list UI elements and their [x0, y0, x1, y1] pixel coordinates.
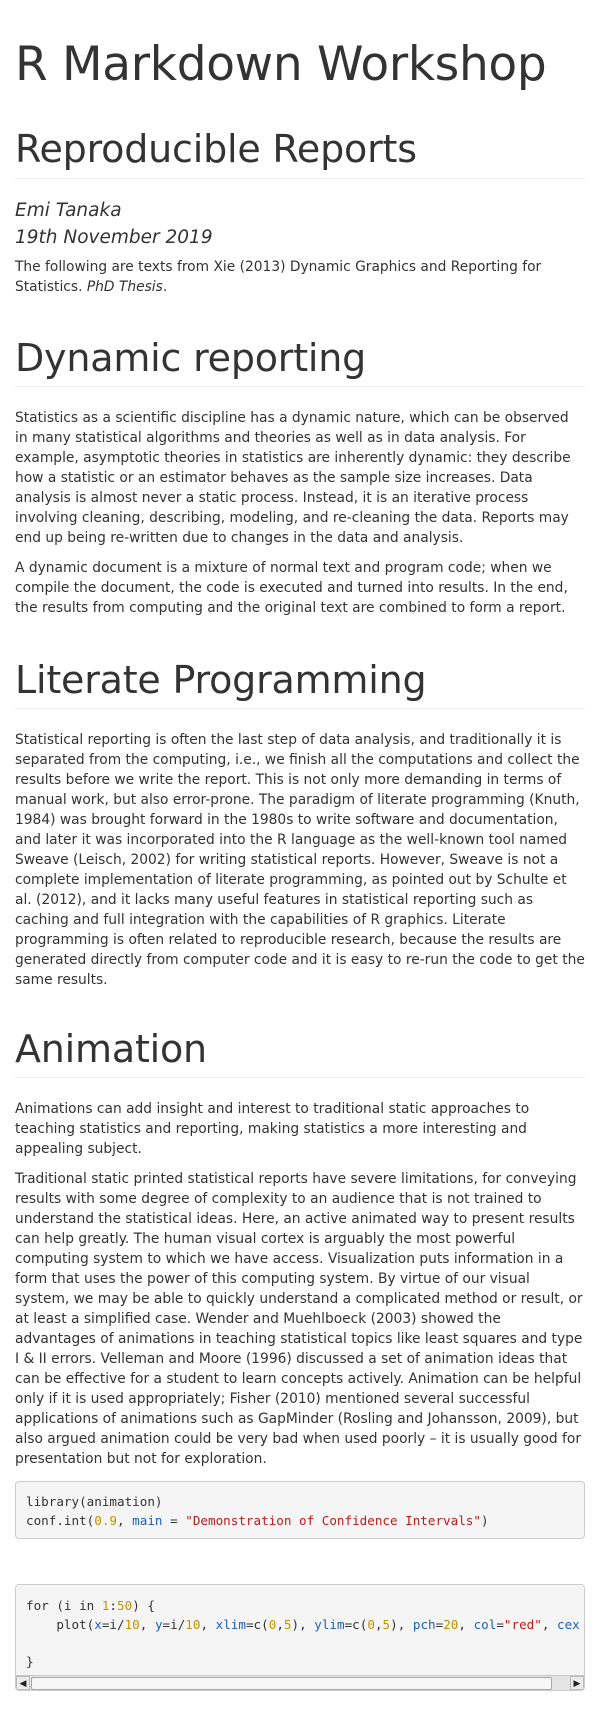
code-token: =	[496, 1616, 504, 1632]
code-argument: main	[132, 1512, 163, 1528]
scroll-left-icon[interactable]: ◀	[16, 1676, 30, 1690]
paragraph: Traditional static printed statistical reports have severe limitations, for conveying results with some degree of complexity to an audience that is not trained to understand the statistical ideas. Here, an active animated way to present results can help greatly. The human visual cortex is arguably the most powerful computing system to which we have access. Visualization puts information in a form that uses the power of this computing system. By virtue of our visual system, we may be able to quickly understand a complicated method or result, or at least a simplified case. Wender and Muehlboeck (2003) showed the advantages of animations in teaching statistical topics like least squares and type I & II errors. Velleman and Moore (1996) discussed a set of animation ideas that can be effective for a student to learn concepts actively. Animation can be helpful only if it is used appropriately; Fisher (2010) mentioned several successful applications of animations such as GapMinder (Rosling and Johansson, 2009), but also argued animation could be very bad when used poorly – it is usually good for presentation but not for exploration.	[15, 1171, 583, 1467]
section-animation	[15, 1026, 585, 1691]
code-argument: pch	[412, 1616, 436, 1632]
code-number: 50	[117, 1598, 133, 1613]
intro-paragraph	[15, 257, 585, 297]
author: Emi Tanaka	[15, 200, 122, 221]
paragraph: A dynamic document is a mixture of normal text and program code; when we compile the document, the code is executed and turned into results. In the end, the results from computing and the original text are combined to form a report.	[15, 560, 568, 616]
section-literate-programming	[15, 657, 585, 990]
code-number: 0	[268, 1616, 277, 1632]
code-argument: cex	[557, 1616, 580, 1632]
code-token: ,	[374, 1616, 383, 1632]
code-token: ,	[541, 1616, 557, 1632]
intro-emphasis: PhD Thesis	[86, 279, 163, 295]
code-token: ),	[291, 1616, 315, 1632]
code-token: =c(	[344, 1616, 368, 1632]
code-argument: ylim	[314, 1616, 345, 1632]
code-block[interactable]	[15, 1481, 585, 1539]
code-token: plot(	[26, 1616, 95, 1632]
code-token: :	[109, 1598, 118, 1613]
code-token: ) {	[132, 1598, 155, 1613]
intro-text: The following are texts from Xie (2013) Dynamic Graphics and Reporting for Statistics.	[15, 259, 542, 295]
paragraph: Animations can add insight and interest to traditional static approaches to teaching statistics and reporting, making statistics a more interesting and appealing subject.	[15, 1101, 530, 1157]
code-string: "red"	[503, 1616, 542, 1632]
code-token: =i/	[162, 1616, 186, 1632]
code-string: "Demonstration of Confidence Intervals"	[185, 1512, 481, 1528]
code-token: =i/	[101, 1616, 125, 1632]
intro-end: .	[162, 279, 168, 295]
code-number: 1	[101, 1598, 110, 1613]
code-token: }	[26, 1653, 34, 1669]
code-token: ,	[117, 1512, 133, 1528]
section-heading: Animation	[15, 1026, 585, 1078]
paragraph: Statistics as a scientific discipline has a dynamic nature, which can be observed in many statistical algorithms and theories as well as in data analysis. For example, asymptotic theories in statistics are inherently dynamic: they describe how a statistic or an estimator behaves as the sample size increases. Data analysis is almost never a static process. Instead, it is an iterative process involving cleaning, describing, modeling, and re-cleaning the data. Reports may end up being re-written due to changes in the data and analysis.	[15, 410, 571, 546]
code-argument: y	[154, 1616, 163, 1632]
document-subtitle: Reproducible Reports	[15, 126, 585, 179]
code-token: ,	[276, 1616, 284, 1632]
document-title: R Markdown Workshop	[15, 37, 547, 92]
horizontal-scrollbar[interactable]	[16, 1675, 584, 1690]
code-token: for (i in	[26, 1598, 102, 1613]
code-block	[16, 1585, 584, 1675]
document	[0, 34, 600, 1691]
code-argument: xlim	[215, 1616, 246, 1632]
section-heading: Dynamic reporting	[15, 335, 585, 387]
code-token: =	[162, 1512, 186, 1528]
paragraph: Statistical reporting is often the last step of data analysis, and traditionally it is separated from the computing, i.e., we finish all the computations and collect the results before we write the report. This is not only more demanding in terms of manual work, but also error-prone. The paradigm of literate programming (Knuth, 1984) was brought forward in the 1980s to write software and documentation, and later it was incorporated into the R language as the well-known tool named Sweave (Leisch, 2002) for writing statistical reports. However, Sweave is not a complete implementation of literate programming, as pointed out by Schulte et al. (2012), and it lacks many useful features in statistical reporting such as caching and full integration with the capabilities of R graphics. Literate programming is often related to reproducible research, because the results are generated directly from computer code and it is easy to re-run the code to get the same results.	[15, 732, 585, 988]
section-dynamic-reporting	[15, 335, 585, 618]
section-heading: Literate Programming	[15, 657, 585, 709]
code-number: 0.9	[94, 1512, 117, 1528]
code-token: ,	[458, 1616, 474, 1632]
code-token: conf.int(	[26, 1512, 95, 1528]
code-number: 5	[283, 1616, 292, 1632]
code-argument: col	[473, 1616, 497, 1632]
code-number: 5	[382, 1616, 391, 1632]
code-number: 20	[443, 1616, 459, 1632]
code-number: 0	[367, 1616, 375, 1632]
code-token: )	[480, 1512, 489, 1528]
code-number: 10	[185, 1616, 201, 1632]
date: 19th November 2019	[15, 227, 213, 248]
scrollbar-thumb[interactable]	[31, 1677, 552, 1690]
code-token: ,	[200, 1616, 216, 1632]
code-argument: x	[94, 1616, 102, 1632]
code-line: library(animation)	[26, 1494, 163, 1509]
code-token: ),	[390, 1616, 413, 1632]
code-token: =c(	[245, 1616, 269, 1632]
code-token: ,	[139, 1616, 155, 1632]
scroll-right-icon[interactable]: ▶	[570, 1676, 584, 1690]
code-number: 10	[124, 1616, 140, 1632]
code-token: =	[435, 1616, 444, 1632]
